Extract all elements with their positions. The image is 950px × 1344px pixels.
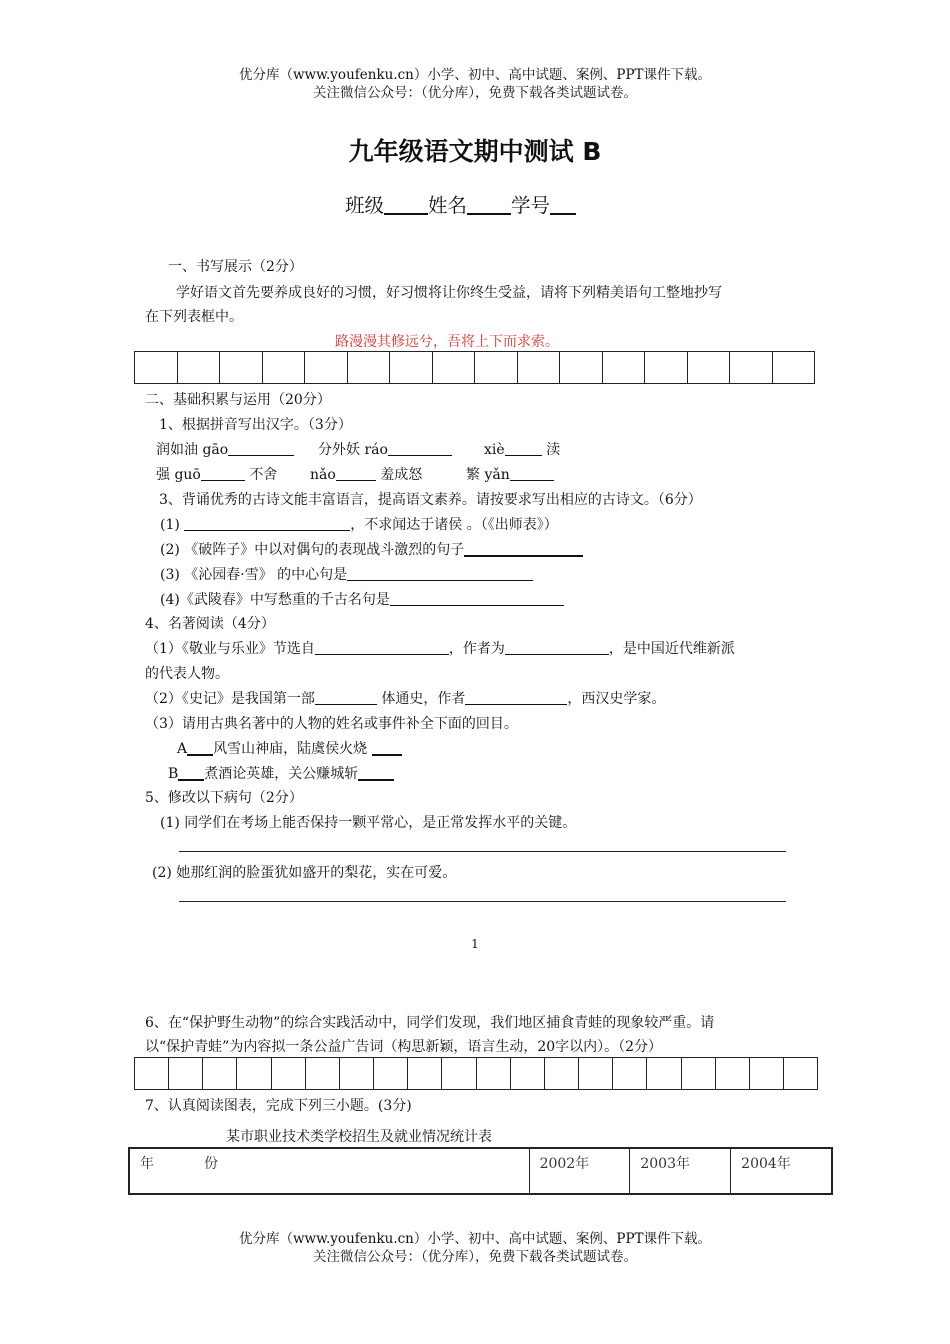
q3-item-1: (1) ，不求闻达于诸侯 。（《出师表》） (160, 517, 558, 533)
stats-table (128, 1147, 833, 1195)
q5-answer-line-1[interactable] (179, 851, 786, 852)
section1-instruction-1: 学好语文首先要养成良好的习惯，好习惯将让你终生受益，请将下列精美语句工整地抄写 (176, 285, 722, 301)
grid-cell[interactable] (263, 352, 306, 383)
grid-cell[interactable] (408, 1058, 442, 1089)
table-header-cell: 2004年 (731, 1148, 832, 1194)
grid-cell[interactable] (340, 1058, 374, 1089)
q3-item-2: (2) 《破阵子》中以对偶句的表现战斗激烈的句子 (160, 539, 583, 559)
q3-item-4: (4)《武陵春》中写愁重的千古名句是 (160, 589, 564, 609)
grid-cell[interactable] (348, 352, 391, 383)
grid-cell[interactable] (545, 1058, 579, 1089)
answer-blank[interactable] (390, 590, 564, 606)
answer-blank[interactable] (315, 639, 449, 655)
class-blank[interactable] (384, 197, 428, 215)
answer-blank[interactable] (465, 689, 567, 705)
answer-blank[interactable] (358, 763, 394, 781)
class-label: 班级 (345, 194, 385, 217)
section1-heading: 一、书写展示（2分） (168, 259, 303, 275)
q4-part-1-end: 的代表人物。 (145, 666, 229, 682)
q1-item-gao: 润如油 gāo (156, 439, 294, 459)
q1-item-nao: nǎo 羞成怒 (310, 467, 423, 483)
q4-part-3: （3）请用古典名著中的人物的姓名或事件补全下面的回目。 (145, 716, 518, 732)
q1-item-xie: xiè 渎 (484, 442, 561, 458)
grid-cell[interactable] (647, 1058, 681, 1089)
copy-writing-grid[interactable] (134, 351, 815, 384)
grid-cell[interactable] (579, 1058, 613, 1089)
table-header-cell: 2003年 (630, 1148, 731, 1194)
answer-blank[interactable] (178, 763, 204, 781)
grid-cell[interactable] (374, 1058, 408, 1089)
grid-cell[interactable] (518, 352, 561, 383)
name-blank[interactable] (467, 197, 511, 215)
grid-cell[interactable] (272, 1058, 306, 1089)
answer-blank[interactable] (228, 440, 294, 456)
student-info (345, 190, 576, 218)
header-line-2: 关注微信公众号：（优分库），免费下载各类试题试卷。 (313, 85, 637, 101)
grid-cell[interactable] (390, 352, 433, 383)
grid-cell[interactable] (237, 1058, 271, 1089)
stats-table-title: 某市职业技术类学校招生及就业情况统计表 (226, 1129, 492, 1145)
table-row (129, 1148, 832, 1194)
q5-sentence-2: (2) 她那红润的脸蛋犹如盛开的梨花，实在可爱。 (152, 865, 457, 881)
q1-label: 1、根据拼音写出汉字。（3分） (159, 417, 352, 433)
grid-cell[interactable] (613, 1058, 647, 1089)
footer-line-2: 关注微信公众号：（优分库），免费下载各类试题试卷。 (313, 1249, 637, 1265)
grid-cell[interactable] (178, 352, 221, 383)
q3-item-3: (3) 《沁园春·雪》 的中心句是 (160, 564, 533, 584)
answer-blank[interactable] (347, 565, 533, 581)
q4-part-2: （2）《史记》是我国第一部 体通史，作者 ，西汉史学家。 (145, 691, 666, 707)
answer-blank[interactable] (464, 539, 583, 557)
answer-blank[interactable] (510, 465, 554, 481)
grid-cell[interactable] (645, 352, 688, 383)
grid-cell[interactable] (716, 1058, 750, 1089)
grid-cell[interactable] (220, 352, 263, 383)
grid-cell[interactable] (784, 1058, 817, 1089)
q5-label: 5、修改以下病句（2分） (145, 790, 303, 806)
slogan-writing-grid[interactable] (134, 1057, 818, 1090)
q3-label: 3、背诵优秀的古诗文能丰富语言，提高语文素养。请按要求写出相应的古诗文。（6分） (159, 492, 702, 508)
q5-answer-line-2[interactable] (179, 901, 786, 902)
answer-blank[interactable] (336, 465, 376, 481)
grid-cell[interactable] (560, 352, 603, 383)
number-label: 学号 (511, 194, 551, 217)
q7-label: 7、认真阅读图表，完成下列三小题。(3分) (145, 1098, 412, 1114)
grid-cell[interactable] (603, 352, 646, 383)
copy-quote: 路漫漫其修远兮，吾将上下而求索。 (335, 334, 559, 350)
grid-cell[interactable] (730, 352, 773, 383)
q4-item-b: B 煮酒论英雄，关公赚城斩 (168, 763, 394, 783)
grid-cell[interactable] (305, 352, 348, 383)
grid-cell[interactable] (475, 352, 518, 383)
name-label: 姓名 (428, 194, 468, 217)
answer-blank[interactable] (372, 738, 402, 756)
header-line-1: 优分库（www.youfenku.cn）小学、初中、高中试题、案例、PPT课件下载。 (238, 67, 712, 83)
grid-cell[interactable] (688, 352, 731, 383)
q4-item-a: A 风雪山神庙，陆虞侯火烧 (177, 738, 402, 758)
grid-cell[interactable] (511, 1058, 545, 1089)
grid-cell[interactable] (135, 1058, 169, 1089)
page-title: 九年级语文期中测试 B (348, 137, 602, 166)
q6-line-2: 以“保护青蛙”为内容拟一条公益广告词（构思新颖，语言生动，20字以内）。（2分） (145, 1039, 663, 1055)
q4-label: 4、名著阅读（4分） (145, 616, 275, 632)
number-blank[interactable] (550, 197, 576, 215)
answer-blank[interactable] (201, 465, 245, 481)
answer-blank[interactable] (187, 738, 213, 756)
q1-item-rao: 分外妖 ráo (318, 439, 452, 459)
grid-cell[interactable] (750, 1058, 784, 1089)
answer-blank[interactable] (315, 689, 377, 705)
q1-item-yan: 繁 yǎn (466, 464, 554, 484)
grid-cell[interactable] (169, 1058, 203, 1089)
q1-item-guo: 强 guō 不舍 (156, 467, 278, 483)
page-number: 1 (471, 937, 479, 951)
answer-blank[interactable] (505, 440, 542, 456)
grid-cell[interactable] (203, 1058, 237, 1089)
section2-heading: 二、基础积累与运用（20分） (145, 392, 331, 408)
grid-cell[interactable] (442, 1058, 476, 1089)
answer-blank[interactable] (505, 639, 609, 655)
q6-line-1: 6、在“保护野生动物”的综合实践活动中，同学们发现，我们地区捕食青蛙的现象较严重。请 (145, 1015, 715, 1031)
table-header-cell: 2002年 (529, 1148, 630, 1194)
grid-cell[interactable] (773, 352, 815, 383)
q5-sentence-1: (1) 同学们在考场上能否保持一颗平常心，是正常发挥水平的关键。 (160, 815, 577, 831)
grid-cell[interactable] (682, 1058, 716, 1089)
footer-line-1: 优分库（www.youfenku.cn）小学、初中、高中试题、案例、PPT课件下载。 (238, 1231, 712, 1247)
answer-blank[interactable] (388, 440, 452, 456)
grid-cell[interactable] (135, 352, 178, 383)
year-header-cell: 年 份 (129, 1148, 529, 1194)
answer-blank[interactable] (184, 515, 350, 531)
q4-part-1: （1）《敬业与乐业》节选自 ，作者为 ，是中国近代维新派 (145, 641, 735, 657)
grid-cell[interactable] (477, 1058, 511, 1089)
grid-cell[interactable] (433, 352, 476, 383)
section1-instruction-2: 在下列表框中。 (145, 309, 243, 325)
grid-cell[interactable] (306, 1058, 340, 1089)
